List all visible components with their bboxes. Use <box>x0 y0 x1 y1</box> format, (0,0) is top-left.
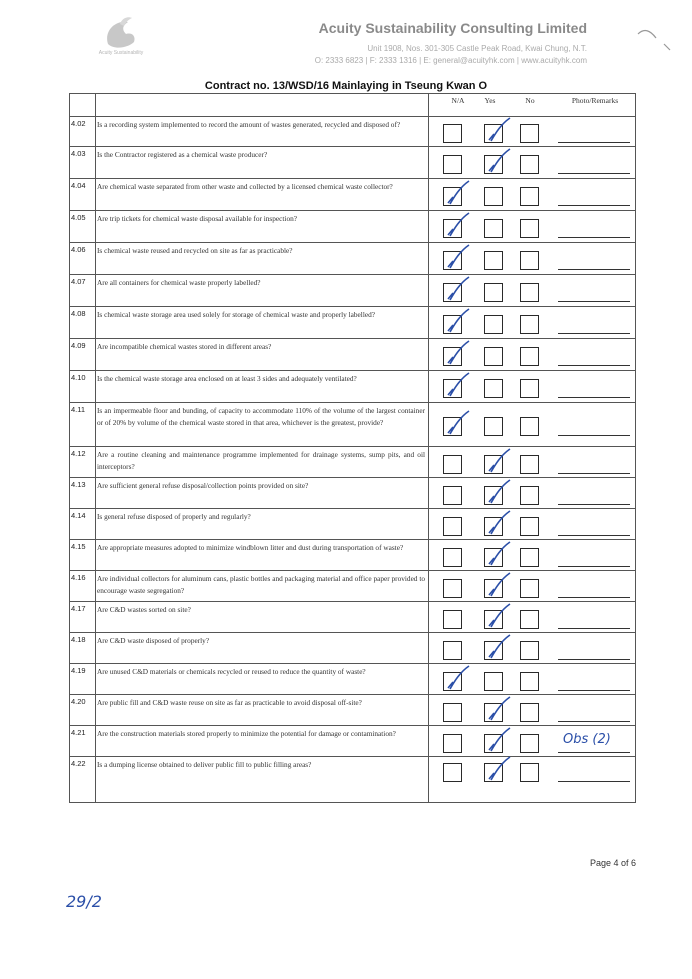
document-title: Contract no. 13/WSD/16 Mainlaying in Tseung Kwan O <box>204 80 488 92</box>
remarks-line[interactable] <box>558 690 630 691</box>
checkbox-na[interactable] <box>443 124 462 143</box>
row-question: Is general refuse disposed of properly and regularly? <box>97 512 251 521</box>
row-question: Are C&D wastes sorted on site? <box>97 605 191 614</box>
row-number: 4.11 <box>71 405 86 414</box>
table-row <box>70 274 635 306</box>
company-name: Acuity Sustainability Consulting Limited <box>318 20 587 36</box>
table-row <box>70 477 635 508</box>
checkmark-icon <box>485 116 513 144</box>
checkbox-yes[interactable] <box>484 379 503 398</box>
remarks-line[interactable] <box>558 597 630 598</box>
checkbox-no[interactable] <box>520 763 539 782</box>
checkbox-yes[interactable] <box>484 283 503 302</box>
checkbox-no[interactable] <box>520 251 539 270</box>
row-question: Is the chemical waste storage area enclosed on at least 3 sides and adequately ventilated? <box>97 374 357 383</box>
remarks-line[interactable] <box>558 269 630 270</box>
row-number: 4.14 <box>71 511 86 520</box>
remarks-line[interactable] <box>558 535 630 536</box>
checkbox-no[interactable] <box>520 641 539 660</box>
remarks-line[interactable] <box>558 301 630 302</box>
checkbox-no[interactable] <box>520 379 539 398</box>
table-row <box>70 725 635 756</box>
table-row <box>70 306 635 338</box>
company-address: Unit 1908, Nos. 301-305 Castle Peak Road, Kwai Chung, N.T. <box>367 44 587 53</box>
table-row <box>70 370 635 402</box>
remarks-line[interactable] <box>558 173 630 174</box>
checkmark-icon <box>485 695 513 723</box>
checkmark-icon <box>485 540 513 568</box>
checklist-table <box>69 93 636 803</box>
table-row <box>70 402 635 446</box>
table-row <box>70 178 635 210</box>
header-remarks: Photo/Remarks <box>571 96 619 105</box>
remarks-line[interactable] <box>558 721 630 722</box>
checkbox-na[interactable] <box>443 486 462 505</box>
table-row <box>70 663 635 694</box>
table-row <box>70 539 635 570</box>
row-question: Are C&D waste disposed of properly? <box>97 636 210 645</box>
table-row <box>70 508 635 539</box>
company-logo <box>92 14 150 68</box>
row-number: 4.03 <box>71 149 86 158</box>
remarks-line[interactable] <box>558 473 630 474</box>
row-number: 4.18 <box>71 635 86 644</box>
checkbox-no[interactable] <box>520 672 539 691</box>
checkbox-no[interactable] <box>520 548 539 567</box>
checkbox-na[interactable] <box>443 763 462 782</box>
table-row <box>70 210 635 242</box>
row-question: Is a dumping license obtained to deliver public fill to public filling areas? <box>97 760 312 769</box>
checkbox-na[interactable] <box>443 734 462 753</box>
remarks-line[interactable] <box>558 659 630 660</box>
row-question: Is the Contractor registered as a chemical waste producer? <box>97 150 268 159</box>
checkmark-icon <box>485 633 513 661</box>
remarks-line[interactable] <box>558 781 630 782</box>
company-contact: O: 2333 6823 | F: 2333 1316 | E: general@acuityhk.com | www.acuityhk.com <box>314 56 587 65</box>
remarks-line[interactable] <box>558 365 630 366</box>
row-question: Are all containers for chemical waste properly labelled? <box>97 278 261 287</box>
checkbox-yes[interactable] <box>484 219 503 238</box>
table-row <box>70 446 635 477</box>
row-number: 4.10 <box>71 373 86 382</box>
checkmark-icon <box>485 478 513 506</box>
row-number: 4.12 <box>71 449 86 458</box>
row-number: 4.07 <box>71 277 86 286</box>
row-number: 4.02 <box>71 119 86 128</box>
checkmark-icon <box>485 571 513 599</box>
checkmark-icon <box>444 371 472 399</box>
table-row <box>70 632 635 663</box>
row-number: 4.09 <box>71 341 86 350</box>
row-question: Are incompatible chemical wastes stored in different areas? <box>97 342 272 351</box>
checkbox-no[interactable] <box>520 155 539 174</box>
row-question: Are the construction materials stored properly to minimize the potential for damage or contamination? <box>97 729 396 738</box>
row-number: 4.13 <box>71 480 86 489</box>
checkbox-na[interactable] <box>443 155 462 174</box>
column-headers <box>70 94 635 116</box>
row-number: 4.05 <box>71 213 86 222</box>
table-row <box>70 570 635 601</box>
header-yes: Yes <box>484 96 496 105</box>
checkmark-icon <box>485 147 513 175</box>
row-number: 4.04 <box>71 181 86 190</box>
checkbox-no[interactable] <box>520 703 539 722</box>
row-number: 4.06 <box>71 245 86 254</box>
row-number: 4.19 <box>71 666 86 675</box>
checkbox-yes[interactable] <box>484 187 503 206</box>
row-question: Is a recording system implemented to record the amount of wastes generated, recycled and disposed of? <box>97 120 401 129</box>
checkmark-icon <box>485 755 513 783</box>
table-row <box>70 116 635 146</box>
checkbox-no[interactable] <box>520 124 539 143</box>
logo-text: Acuity Sustainability <box>98 50 144 56</box>
checkbox-no[interactable] <box>520 517 539 536</box>
row-question: Is chemical waste storage area used solely for storage of chemical waste and properly labelled? <box>97 310 375 319</box>
row-question: Are unused C&D materials or chemicals recycled or reused to reduce the quantity of waste? <box>97 667 366 676</box>
checkmark-icon <box>444 243 472 271</box>
row-number: 4.08 <box>71 309 86 318</box>
remarks-line[interactable] <box>558 566 630 567</box>
table-row <box>70 694 635 725</box>
remarks-line[interactable] <box>558 628 630 629</box>
checkmark-icon <box>444 409 472 437</box>
remarks-line[interactable] <box>558 752 630 753</box>
row-question: Are individual collectors for aluminum cans, plastic bottles and packaging material and office paper provided to encourage waste segregation? <box>97 574 425 595</box>
checkbox-no[interactable] <box>520 455 539 474</box>
checkmark-icon <box>485 447 513 475</box>
row-question: Are trip tickets for chemical waste disposal available for inspection? <box>97 214 297 223</box>
checkbox-na[interactable] <box>443 455 462 474</box>
row-question: Are chemical waste separated from other waste and collected by a licensed chemical waste collector? <box>97 182 393 191</box>
checkbox-na[interactable] <box>443 703 462 722</box>
checkbox-no[interactable] <box>520 187 539 206</box>
checkmark-icon <box>444 179 472 207</box>
row-question: Are public fill and C&D waste reuse on site as far as practicable to avoid disposal off-site? <box>97 698 362 707</box>
remarks-line[interactable] <box>558 504 630 505</box>
row-question: Are sufficient general refuse disposal/collection points provided on site? <box>97 481 309 490</box>
table-row <box>70 338 635 370</box>
row-question: Is an impermeable floor and bunding, of capacity to accommodate 110% of the volume of the largest container or of 20% by volume of the chemical waste stored in that area, whichever is the greatest, provide? <box>97 406 425 427</box>
checkmark-icon <box>485 726 513 754</box>
row-number: 4.15 <box>71 542 86 551</box>
checkbox-na[interactable] <box>443 548 462 567</box>
row-question: Is chemical waste reused and recycled on site as far as practicable? <box>97 246 293 255</box>
page-number: Page 4 of 6 <box>589 858 636 868</box>
row-question: Are appropriate measures adopted to minimize windblown litter and dust during transportation of waste? <box>97 543 404 552</box>
row-number: 4.20 <box>71 697 86 706</box>
row-number: 4.22 <box>71 759 86 768</box>
pen-mark-icon <box>634 26 674 54</box>
checkmark-icon <box>444 307 472 335</box>
row-number: 4.21 <box>71 728 86 737</box>
checkbox-no[interactable] <box>520 417 539 436</box>
checkmark-icon <box>444 339 472 367</box>
row-number: 4.16 <box>71 573 86 582</box>
checkbox-na[interactable] <box>443 610 462 629</box>
checkbox-no[interactable] <box>520 734 539 753</box>
letterhead <box>0 0 692 75</box>
checkmark-icon <box>444 275 472 303</box>
checkbox-na[interactable] <box>443 579 462 598</box>
remarks-line[interactable] <box>558 397 630 398</box>
header-no: No <box>525 96 535 105</box>
checkbox-no[interactable] <box>520 347 539 366</box>
checkbox-yes[interactable] <box>484 417 503 436</box>
checkmark-icon <box>485 509 513 537</box>
row-number: 4.17 <box>71 604 86 613</box>
checkmark-icon <box>444 211 472 239</box>
header-na: N/A <box>451 96 465 105</box>
checkbox-no[interactable] <box>520 283 539 302</box>
checkbox-na[interactable] <box>443 641 462 660</box>
checkmark-icon <box>485 602 513 630</box>
checkbox-yes[interactable] <box>484 251 503 270</box>
checkbox-no[interactable] <box>520 579 539 598</box>
remarks-line[interactable] <box>558 142 630 143</box>
row-question: Are a routine cleaning and maintenance programme implemented for drainage systems, sump pits, and oil interceptors? <box>97 450 425 471</box>
checkbox-yes[interactable] <box>484 347 503 366</box>
checkbox-no[interactable] <box>520 486 539 505</box>
checkbox-yes[interactable] <box>484 672 503 691</box>
remarks-line[interactable] <box>558 435 630 436</box>
remarks-line[interactable] <box>558 333 630 334</box>
remark-text: Obs (2) <box>563 732 611 747</box>
table-row <box>70 146 635 178</box>
checkbox-na[interactable] <box>443 517 462 536</box>
remarks-line[interactable] <box>558 237 630 238</box>
checkbox-no[interactable] <box>520 315 539 334</box>
checkbox-no[interactable] <box>520 219 539 238</box>
table-row <box>70 242 635 274</box>
handwritten-note: 29/2 <box>66 892 102 911</box>
remarks-line[interactable] <box>558 205 630 206</box>
checkbox-yes[interactable] <box>484 315 503 334</box>
checkmark-icon <box>444 664 472 692</box>
table-row <box>70 756 635 782</box>
table-row <box>70 601 635 632</box>
checkbox-no[interactable] <box>520 610 539 629</box>
